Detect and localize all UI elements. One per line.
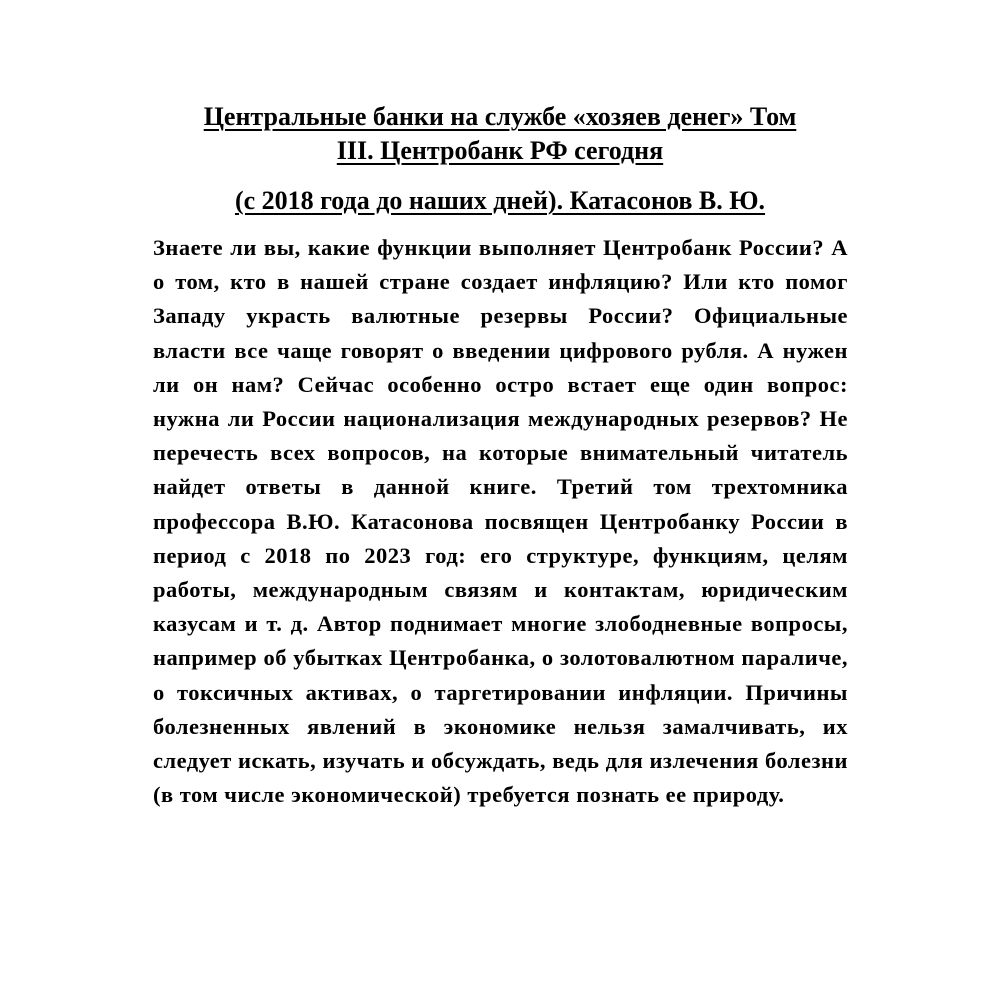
book-title-line-2: III. Центробанк РФ сегодня [336, 136, 664, 165]
book-description: Знаете ли вы, какие функции выполняет Центробанк России? А о том, кто в нашей стране создает инфляцию? Или кто помог Западу украсть валютные резервы России? Официальные власти все чаще говорят о введении цифрового рубля. А нужен ли он нам? Сейчас особенно остро встает еще один вопрос: нужна ли России национализация международных резервов? Не перечесть всех вопросов, на которые внимательный читатель найдет ответы в данной книге. Третий том трехтомника профессора В.Ю. Катасонова посвящен Центробанку России в период с 2018 по 2023 год: его структуре, функциям, целям работы, международным связям и контактам, юридическим казусам и т. д. Автор поднимает многие злободневные вопросы, например об убытках Центробанка, о золотовалютном параличе, о токсичных активах, о таргетировании инфляции. Причины болезненных явлений в экономике нельзя замалчивать, их следует искать, изучать и обсуждать, ведь для излечения болезни (в том числе экономической) требуется познать ее природу. [153, 235, 848, 808]
book-title [140, 100, 860, 218]
book-title-line-1: Центральные банки на службе «хозяев денег» Том [203, 102, 797, 131]
book-title-line-3: (с 2018 года до наших дней). Катасонов В. Ю. [234, 186, 766, 215]
